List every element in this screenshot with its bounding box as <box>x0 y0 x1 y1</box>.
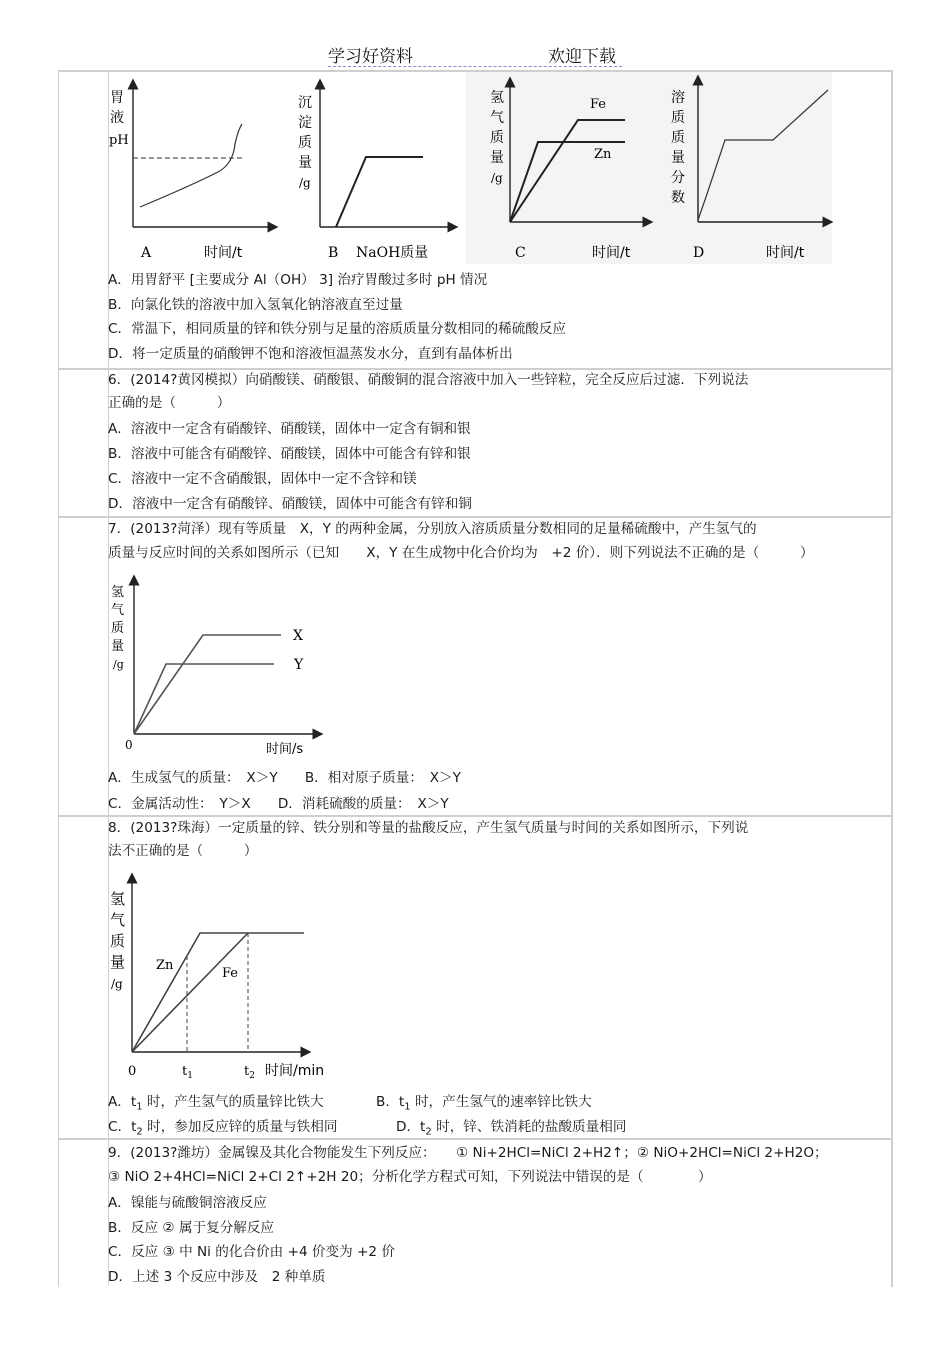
page-header <box>0 40 950 70</box>
graph-b-letter: B <box>328 245 339 261</box>
q9-option-c: C．反应 ③ 中 Ni 的化合价由 +4 价变为 +2 价 <box>108 1244 395 1260</box>
graph-d-ylabel-4: 量 <box>671 150 685 166</box>
q6-option-b: B．溶液中可能含有硝酸锌、硝酸镁，固体中可能含有锌和银 <box>108 446 471 462</box>
q7-ylabel-4: 量 <box>111 639 125 654</box>
q7-ylabel-1: 氢 <box>111 585 125 600</box>
graph-d-ylabel-6: 数 <box>671 190 685 206</box>
graph-b-ylabel-5: /g <box>299 176 311 190</box>
q6-stem-line-1: 6．(2014?黄冈模拟）向硝酸镁、硝酸银、硝酸铜的混合溶液中加入一些锌粒，完全反应后过滤．下列说法 <box>108 372 749 388</box>
q8-zn-label: Zn <box>156 958 174 973</box>
graph-d-xlabel: 时间/t <box>766 245 805 261</box>
graph-b-ylabel-4: 量 <box>298 155 312 171</box>
header-underline <box>328 66 622 67</box>
graph-c-zn-label: Zn <box>594 147 612 162</box>
q7-stem-line-2: 质量与反应时间的关系如图所示（已知 X，Y 在生成物中化合价均为 +2 价）．则下列说法不正确的是（ ） <box>108 545 814 561</box>
graph-a-xlabel: 时间/t <box>204 245 243 261</box>
q8-stem-line-1: 8．(2013?珠海）一定质量的锌、铁分别和等量的盐酸反应，产生氢气质量与时间的关系如图所示，下列说 <box>108 820 749 836</box>
graph-a <box>109 84 273 261</box>
graph-b-ylabel-1: 沉 <box>298 95 312 111</box>
q7-options-cd: C．金属活动性： Y＞X D．消耗硫酸的质量： X＞Y <box>108 796 449 812</box>
header-right-title: 欢迎下载 <box>548 47 616 67</box>
q8-t2-label: $t_2$ <box>244 1064 255 1081</box>
graph-a-ylabel-1: 胃 <box>110 90 124 106</box>
graph-d-ylabel-3: 质 <box>671 130 685 146</box>
graph-bg <box>466 72 832 264</box>
q8-ylabel-5: /g <box>111 977 123 991</box>
q9-option-b: B．反应 ② 属于复分解反应 <box>108 1220 275 1236</box>
q8-option-c: C．$t_2$ 时，参加反应锌的质量与铁相同 <box>108 1119 338 1138</box>
graph-b-xlabel: NaOH质量 <box>356 245 429 261</box>
q8-option-d: D．$t_2$ 时，锌、铁消耗的盐酸质量相同 <box>396 1119 627 1138</box>
graph-d-ylabel-1: 溶 <box>671 90 685 106</box>
graph-c-ylabel-2: 气 <box>490 110 504 126</box>
graph-c-letter: C <box>515 245 526 261</box>
q7-origin: 0 <box>125 738 133 752</box>
q7-y-label: Y <box>294 657 304 673</box>
q8-ylabel-2: 气 <box>110 911 126 929</box>
q8-ylabel-3: 质 <box>110 932 126 950</box>
q5-option-b: B．向氯化铁的溶液中加入氢氧化钠溶液直至过量 <box>108 297 403 313</box>
q8-line-zn <box>132 933 304 1052</box>
q8-ylabel-4: 量 <box>110 953 126 971</box>
graph-d-letter: D <box>693 245 705 261</box>
q7-xlabel: 时间/s <box>266 742 304 757</box>
q7-x-label: X <box>293 628 303 644</box>
graph-b-line <box>336 157 423 227</box>
q9-option-a: A．镍能与硫酸铜溶液反应 <box>108 1195 267 1211</box>
graph-c-ylabel-3: 质 <box>490 130 504 146</box>
graph-c-ylabel-4: 量 <box>490 150 504 166</box>
graph-d-ylabel-5: 分 <box>671 170 685 186</box>
q8-ylabel-1: 氢 <box>110 890 126 908</box>
graph-b <box>298 84 453 261</box>
q8-option-a: A．$t_1$ 时，产生氢气的质量锌比铁大 <box>108 1094 324 1113</box>
q9-stem-line-2: ③ NiO 2+4HCl=NiCl 2+Cl 2↑+2H 20；分析化学方程式可知，下列说法中错误的是（ ） <box>108 1169 712 1185</box>
q7-line-y <box>134 664 274 734</box>
row-divider <box>58 368 892 370</box>
graph-a-ylabel-3: pH <box>109 133 129 148</box>
q5-option-a: A．用胃舒平 [主要成分 Al（OH） 3] 治疗胃酸过多时 pH 情况 <box>108 272 488 288</box>
graph-c-xlabel: 时间/t <box>592 245 631 261</box>
q7-graph <box>108 574 328 762</box>
graph-b-ylabel-3: 质 <box>298 135 312 151</box>
q5-option-d: D．将一定质量的硝酸钾不饱和溶液恒温蒸发水分，直到有晶体析出 <box>108 346 513 362</box>
q8-xlabel: 时间/min <box>265 1063 325 1079</box>
q8-stem-line-2: 法不正确的是（ ） <box>108 843 258 859</box>
q6-option-c: C．溶液中一定不含硝酸银，固体中一定不含锌和镁 <box>108 471 417 487</box>
graph-c-ylabel-5: /g <box>491 171 503 185</box>
graph-a-ylabel-2: 液 <box>110 110 124 126</box>
q9-option-d: D．上述 3 个反应中涉及 2 种单质 <box>108 1269 326 1285</box>
q8-fe-label: Fe <box>222 966 239 981</box>
q8-option-b: B．$t_1$ 时，产生氢气的速率锌比铁大 <box>376 1094 592 1113</box>
q9-stem-line-1: 9．(2013?潍坊）金属镍及其化合物能发生下列反应： ① Ni+2HCl=NiCl 2+H2↑；② NiO+2HCl=NiCl 2+H2O； <box>108 1145 828 1161</box>
q6-option-d: D．溶液中一定含有硝酸锌、硝酸镁，固体中可能含有锌和铜 <box>108 496 472 512</box>
q7-ylabel-3: 质 <box>111 621 125 636</box>
graph-b-ylabel-2: 淀 <box>298 115 312 131</box>
q6-stem-line-2: 正确的是（ ） <box>108 395 231 411</box>
header-left-title: 学习好资料 <box>328 47 413 67</box>
graph-a-letter: A <box>141 245 152 261</box>
q7-ylabel-2: 气 <box>111 603 125 618</box>
q7-options-ab: A．生成氢气的质量： X＞Y B．相对原子质量： X＞Y <box>108 770 461 786</box>
q7-ylabel-5: /g <box>113 658 124 671</box>
graph-a-curve <box>140 124 242 207</box>
row-divider <box>58 516 892 518</box>
q5-option-c: C．常温下，相同质量的锌和铁分别与足量的溶质质量分数相同的稀硫酸反应 <box>108 321 567 337</box>
q7-stem-line-1: 7．(2013?菏泽）现有等质量 X，Y 的两种金属，分别放入溶质质量分数相同的足量稀硫酸中，产生氢气的 <box>108 521 757 537</box>
q6-option-a: A．溶液中一定含有硝酸锌、硝酸镁，固体中一定含有铜和银 <box>108 421 471 437</box>
q8-origin: 0 <box>128 1064 137 1079</box>
q8-t1-label: $t_1$ <box>182 1064 193 1081</box>
graph-c-ylabel-1: 氢 <box>490 90 504 106</box>
q8-graph <box>108 872 338 1084</box>
graph-d-ylabel-2: 质 <box>671 110 685 126</box>
graph-c-fe-label: Fe <box>590 97 607 112</box>
row-divider <box>58 815 892 817</box>
q5-graphs <box>108 72 833 268</box>
